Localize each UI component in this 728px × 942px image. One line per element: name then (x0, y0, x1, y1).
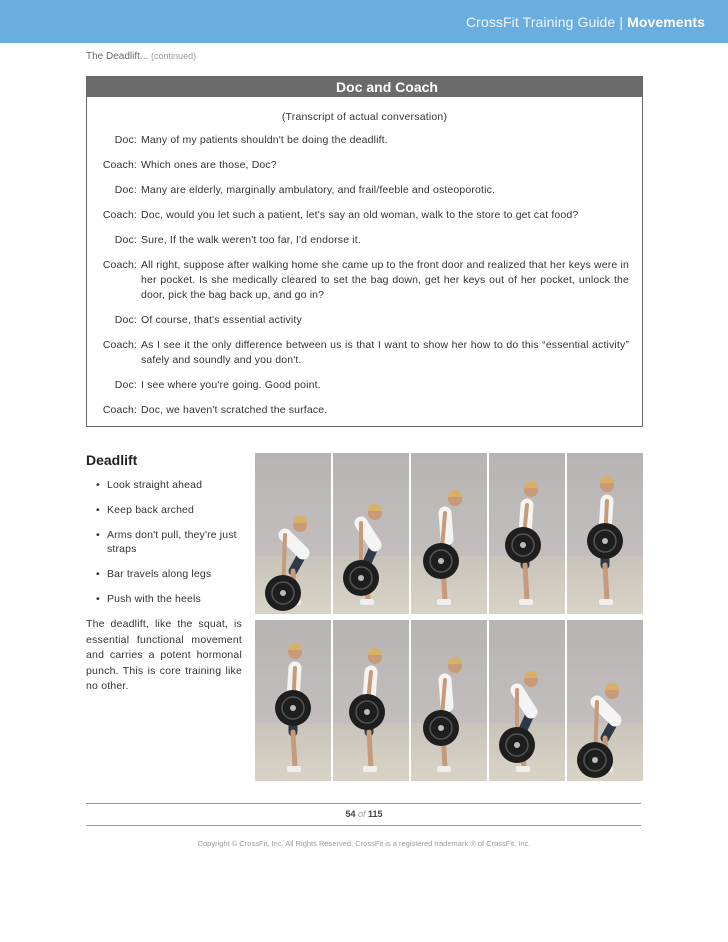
lifter-figure (489, 620, 565, 781)
deadlift-photo (333, 620, 409, 781)
cue-text: Arms don't pull, they're just straps (107, 529, 237, 555)
deadlift-photo (255, 620, 331, 781)
lifter-figure (567, 453, 643, 614)
dialog-text: As I see it the only difference between us is that I want to show her how to do this “essential activity” safely and soundly and you don't. (141, 339, 629, 366)
deadlift-heading: Deadlift (86, 452, 138, 468)
bullet-icon: • (96, 593, 100, 605)
speaker-label: Coach: (102, 404, 137, 416)
lifter-figure (567, 620, 643, 781)
dialog-line (87, 208, 642, 223)
lifter-figure (333, 453, 409, 614)
dialog-text: Of course, that's essential activity (141, 314, 302, 326)
deadlift-photo-sequence (255, 453, 643, 781)
dialog-box (86, 76, 643, 427)
copyright: Copyright © CrossFit, Inc. All Rights Reserved. CrossFit is a registered trademark ® of CrossFit, Inc. (197, 839, 531, 848)
bullet-icon: • (96, 504, 100, 516)
deadlift-photo (333, 453, 409, 614)
dialog-text: I see where you're going. Good point. (141, 379, 321, 391)
breadcrumb-title: The Deadlift... (86, 51, 149, 62)
speaker-label: Coach: (102, 209, 137, 221)
guide-title (466, 14, 705, 30)
bullet-icon: • (96, 568, 100, 580)
deadlift-cues (94, 478, 244, 617)
cue-item (94, 478, 244, 492)
dialog-text: Doc, would you let such a patient, let's say an old woman, walk to the store to get cat food? (141, 209, 579, 221)
speaker-label: Coach: (102, 259, 137, 271)
lifter-figure (411, 453, 487, 614)
footer-rule-bottom (86, 825, 641, 826)
speaker-label: Doc: (114, 314, 137, 326)
deadlift-photo (489, 453, 565, 614)
deadlift-photo (255, 453, 331, 614)
deadlift-photo (567, 453, 643, 614)
speaker-label: Doc: (114, 234, 137, 246)
title-separator: | (619, 14, 624, 30)
lifter-figure (333, 620, 409, 781)
cue-text: Look straight ahead (107, 479, 203, 491)
section-name: Movements (627, 14, 705, 30)
dialog-line (87, 378, 642, 393)
speaker-label: Coach: (102, 159, 137, 171)
deadlift-photo (411, 453, 487, 614)
lifter-figure (489, 453, 565, 614)
speaker-label: Coach: (102, 339, 137, 351)
cue-text: Push with the heels (107, 593, 201, 605)
cue-text: Bar travels along legs (107, 568, 212, 580)
dialog-line (87, 133, 642, 148)
lifter-figure (411, 620, 487, 781)
cue-item (94, 567, 244, 581)
cue-text: Keep back arched (107, 504, 195, 516)
page-total: 115 (368, 809, 383, 819)
breadcrumb-continued: (continued) (151, 51, 197, 61)
cue-item (94, 503, 244, 517)
cue-item (94, 592, 244, 606)
dialog-lines (87, 133, 642, 418)
deadlift-photo (567, 620, 643, 781)
dialog-line (87, 258, 642, 303)
dialog-text: Which ones are those, Doc? (141, 159, 277, 171)
deadlift-paragraph: The deadlift, like the squat, is essential functional movement and carries a potent hormonal punch. This is core training like no other. (86, 618, 242, 692)
deadlift-photo (411, 620, 487, 781)
breadcrumb (86, 51, 196, 62)
speaker-label: Doc: (114, 379, 137, 391)
bullet-icon: • (96, 529, 100, 541)
dialog-title: Doc and Coach (87, 77, 642, 97)
speaker-label: Doc: (114, 184, 137, 196)
lifter-figure (255, 620, 331, 781)
dialog-line (87, 338, 642, 368)
footer-rule-top (86, 803, 641, 804)
dialog-line (87, 233, 642, 248)
dialog-text: Many are elderly, marginally ambulatory, and frail/feeble and osteoporotic. (141, 184, 496, 196)
dialog-line (87, 403, 642, 418)
guide-name: CrossFit Training Guide (465, 14, 616, 30)
lifter-figure (255, 453, 331, 614)
dialog-text: All right, suppose after walking home she came up to the front door and realized that her keys were in her pocket. Is she medically cleared to set the bag down, get her keys out of her pocket, unlock the door, pick the bag back up, and go in? (141, 259, 629, 301)
cue-item (94, 528, 244, 556)
speaker-label: Doc: (114, 134, 137, 146)
dialog-subtitle: (Transcript of actual conversation) (281, 111, 448, 123)
page-current: 54 (345, 809, 356, 819)
dialog-text: Sure, If the walk weren't too far, I'd endorse it. (141, 234, 361, 246)
bullet-icon: • (96, 479, 100, 491)
dialog-text: Doc, we haven't scratched the surface. (141, 404, 328, 416)
dialog-text: Many of my patients shouldn't be doing the deadlift. (141, 134, 388, 146)
header-bar (0, 0, 728, 43)
deadlift-photo (489, 620, 565, 781)
dialog-line (87, 183, 642, 198)
dialog-line (87, 158, 642, 173)
page-of: of (357, 809, 366, 819)
page-number (0, 809, 728, 819)
dialog-line (87, 313, 642, 328)
